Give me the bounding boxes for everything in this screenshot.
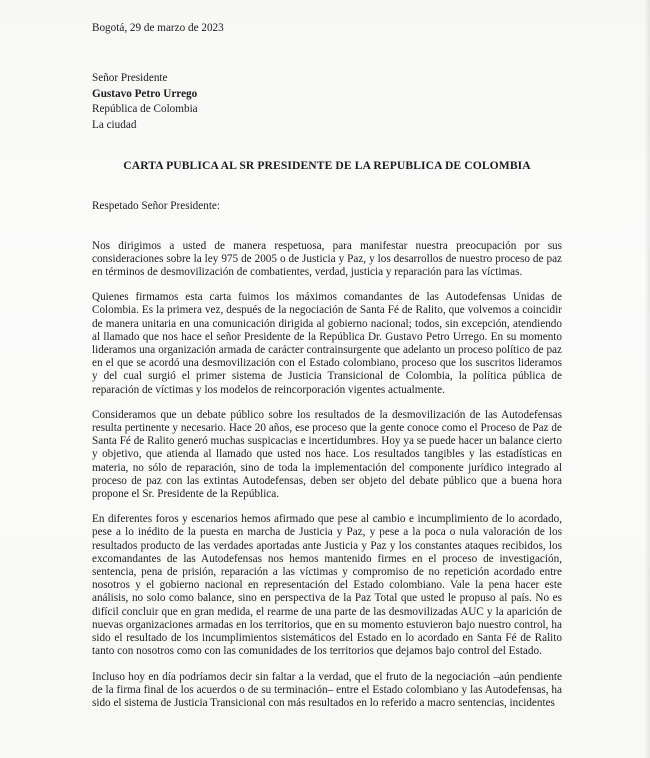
recipient-block: [92, 71, 562, 133]
recipient-name: Gustavo Petro Urrego: [92, 87, 198, 100]
salutation: Respetado Señor Presidente:: [92, 200, 221, 213]
paragraph-1: Nos dirigimos a usted de manera respetuosa, para manifestar nuestra preocupación por sus consideraciones sobre la ley 975 de 2005 o de Justicia y Paz, y los desarrollos de nuestro proceso de paz en términos de desmovilización de combatientes, verdad, justicia y reparación para las víctimas.: [92, 239, 562, 279]
letter-date: Bogotá, 29 de marzo de 2023: [92, 22, 224, 34]
recipient-city: La ciudad: [92, 118, 137, 131]
paragraph-4: En diferentes foros y escenarios hemos afirmado que pese al cambio e incumplimiento de lo acordado, pese a lo inédito de la puesta en marcha de Justicia y Paz, y pese a la poca o nula valoración de los resultados producto de las verdades aportadas ante Justicia y Paz y los constantes ataques recibidos, los excomandantes de las Autodefensas nos hemos mantenido firmes en el proceso de investigación, sentencia, pena de prisión, reparación a las víctimas y compromiso de no repetición acordado entre nosotros y el gobierno nacional en representación del Estado colombiano. Vale la pena hacer este análisis, no solo como balance, sino en perspectiva de la Paz Total que usted le propuso al país. No es difícil concluir que en gran medida, el rearme de una parte de las desmovilizadas AUC y la aparición de nuevas organizaciones armadas en los territorios, que en su momento estuvieron bajo nuestro control, ha sido el resultado de los incumplimientos sistemáticos del Estado en lo acordado en Santa Fé de Ralito tanto con nosotros como con las comunidades de los territorios que dejamos bajo control del Estado.: [92, 513, 562, 658]
paragraph-2: Quienes firmamos esta carta fuimos los máximos comandantes de las Autodefensas Unidas de Colombia. Es la primera vez, después de la negociación de Santa Fé de Ralito, que volvemos a coincidir de manera unitaria en una comunicación dirigida al gobierno nacional; todos, sin excepción, atendiendo al llamado que nos hace el señor Presidente de la República Dr. Gustavo Petro Urrego. En su momento lideramos una organización armada de carácter contrainsurgente que adelanto un proceso político de paz en el que se acordó una desmovilización con el Estado colombiano, proceso que los suscritos lideramos y del cual surgió el primer sistema de Justicia Transicional de Colombia, la política pública de reparación de víctimas y los modelos de reincorporación vigentes actualmente.: [92, 291, 562, 396]
letter-content: [92, 22, 562, 722]
recipient-country: República de Colombia: [92, 103, 198, 116]
paragraph-5: Incluso hoy en día podríamos decir sin faltar a la verdad, que el fruto de la negociación –aún pendiente de la firma final de los acuerdos o de su terminación– entre el Estado colombiano y las Autodefensas, ha sido el sistema de Justicia Transicional con más resultados en lo referido a macro sentencias, incidentes: [92, 670, 562, 709]
letter-title: CARTA PUBLICA AL SR PRESIDENTE DE LA REPUBLICA DE COLOMBIA: [123, 159, 531, 173]
recipient-title: Señor Presidente: [92, 72, 168, 85]
paragraph-3: Consideramos que un debate público sobre los resultados de la desmovilización de las Autodefensas resulta pertinente y necesario. Hace 20 años, ese proceso que la gente conoce como el Proceso de Paz de Santa Fé de Ralito generó muchas suspicacias e incertidumbres. Hoy ya se puede hacer un balance cierto y objetivo, que atienda al llamado que usted nos hace. Los resultados tangibles y las estadísticas en materia, no sólo de reparación, sino de toda la implementación del componente jurídico integrado al proceso de paz con las extintas Autodefensas, deben ser objeto del debate público que a buena hora propone el Sr. Presidente de la República.: [92, 408, 562, 501]
